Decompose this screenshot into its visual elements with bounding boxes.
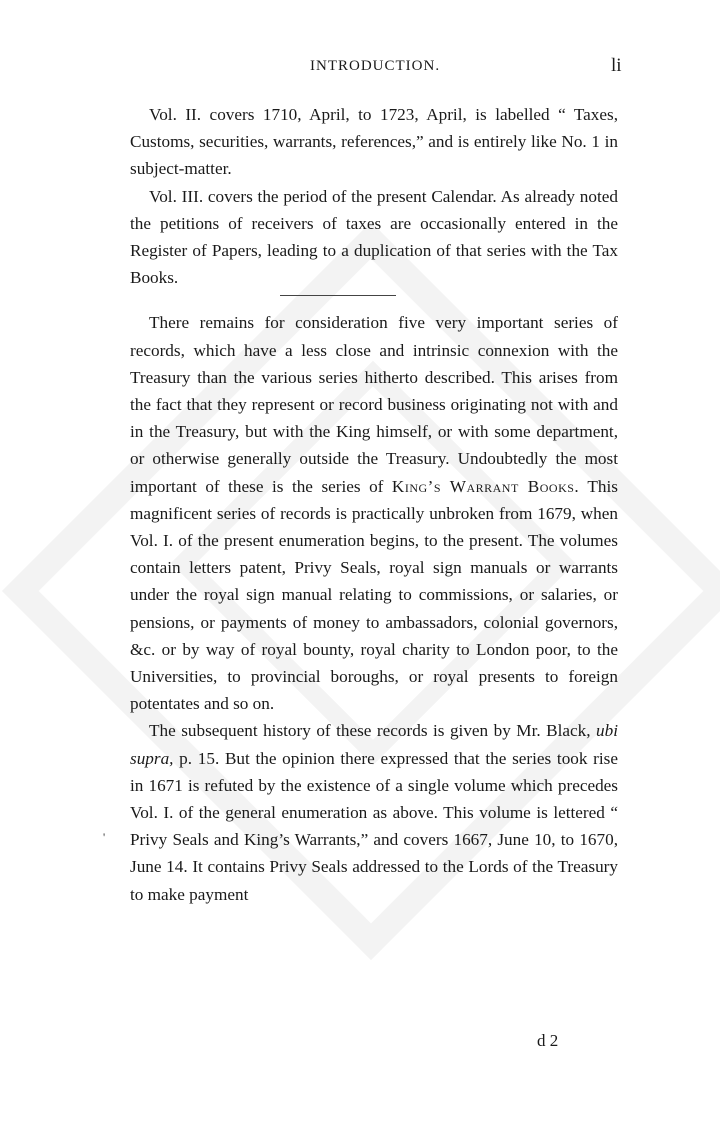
latin-citation: ubi supra,	[130, 721, 618, 768]
paragraph-kings-warrant-books	[130, 309, 618, 717]
signature-mark: d 2	[537, 1031, 559, 1050]
paragraph-vol-ii: Vol. II. covers 1710, April, to 1723, April, is labelled “ Taxes, Customs, securities, warrants, references,” and is entirely like No. 1 in subject-matter.	[130, 105, 618, 179]
margin-mark: '	[103, 830, 106, 844]
paragraph-text: p. 15. But the opinion there expressed that the series took rise in 1671 is refuted by the existence of a single volume which precedes Vol. I. of the general enumeration as above. This volume is lettered “ Privy Seals and King’s Warrants,” and covers 1667, June 10, to 1670, June 14. It contains Privy Seals addressed to the Lords of the Treasury to make payment	[130, 748, 618, 904]
body-text	[130, 101, 618, 908]
series-title: King’s Warrant Books.	[391, 476, 580, 496]
page-number: li	[611, 55, 622, 76]
paragraph-text: The subsequent history of these records is given by Mr. Black,	[149, 721, 597, 741]
paragraph-text: This magnificent series of records is practically unbroken from 1679, when Vol. I. of the present enumeration begins, to the present. The volumes contain letters patent, Privy Seals, royal sign manuals or warrants under the royal sign manual relating to commissions, or salaries, or pensions, or payments of money to ambassadors, colonial governors, &c. or by way of royal bounty, royal charity to London poor, to the Universities, to provincial boroughs, or royal presents to foreign potentates and so on.	[130, 476, 618, 714]
divider-rule	[280, 295, 396, 296]
paragraph-vol-iii: Vol. III. covers the period of the present Calendar. As already noted the petitions of receivers of taxes are occasionally entered in the Register of Papers, leading to a duplication of that series with the Tax Books.	[130, 186, 618, 288]
paragraph-subsequent-history	[130, 717, 618, 907]
section-divider	[130, 291, 618, 309]
paragraph-text: There remains for consideration five very important series of records, which have a less close and intrinsic connexion with the Treasury than the various series hitherto described. This arises from the fact that they represent or record business originating not with and in the Treasury, but with the King himself, or with some department, or otherwise generally outside the Treasury. Undoubtedly the most important of these is the series of	[130, 313, 618, 496]
running-title: INTRODUCTION.	[310, 58, 441, 74]
